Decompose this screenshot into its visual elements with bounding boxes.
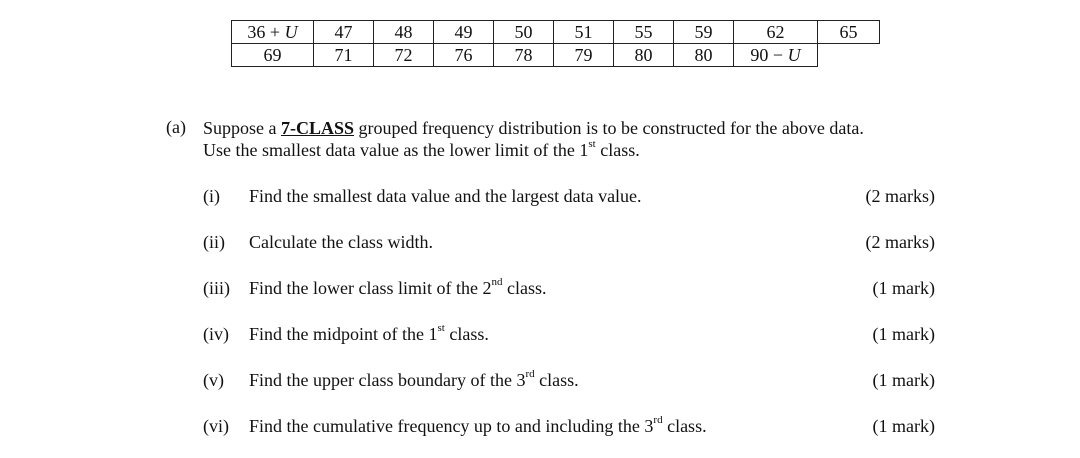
data-table	[231, 20, 880, 67]
table-row	[232, 21, 880, 44]
subquestion-text: Find the upper class boundary of the 3rd class.	[249, 368, 579, 390]
table-cell: 49	[434, 21, 494, 44]
subquestion-text: Find the smallest data value and the largest data value.	[249, 186, 642, 206]
subquestion-number: (ii)	[203, 232, 225, 252]
subquestion-marks: (1 mark)	[872, 370, 935, 390]
table-cell: 47	[314, 21, 374, 44]
table-cell: 90 − U	[734, 44, 818, 67]
subquestion-text: Find the lower class limit of the 2nd class.	[249, 276, 547, 298]
table-cell: 76	[434, 44, 494, 67]
table-cell: 65	[818, 21, 880, 44]
subquestion-text: Find the cumulative frequency up to and including the 3rd class.	[249, 414, 707, 436]
table-cell: 80	[614, 44, 674, 67]
subquestion-number: (v)	[203, 370, 224, 390]
subquestion-ii	[203, 230, 935, 254]
subquestion-text: Find the midpoint of the 1st class.	[249, 322, 489, 344]
subquestion-i	[203, 184, 935, 208]
subquestion-number: (iii)	[203, 278, 230, 298]
table-cell: 71	[314, 44, 374, 67]
subquestion-marks: (2 marks)	[865, 186, 935, 206]
table-cell: 59	[674, 21, 734, 44]
table-cell: 50	[494, 21, 554, 44]
subquestion-marks: (1 mark)	[872, 416, 935, 436]
question-a-text	[203, 117, 963, 161]
table-cell: 36 + U	[232, 21, 314, 44]
question-a-line-1: Suppose a 7-CLASS grouped frequency distribution is to be constructed for the above data.	[203, 118, 864, 138]
subquestion-number: (i)	[203, 186, 220, 206]
question-a-label: (a)	[166, 117, 186, 137]
question-a-line-2: Use the smallest data value as the lower limit of the 1st class.	[203, 138, 640, 160]
subquestion-marks: (2 marks)	[865, 232, 935, 252]
table-cell: 62	[734, 21, 818, 44]
subquestion-marks: (1 mark)	[872, 324, 935, 344]
table-cell: 51	[554, 21, 614, 44]
table-row	[232, 44, 880, 67]
subquestion-text: Calculate the class width.	[249, 232, 433, 252]
table-cell: 69	[232, 44, 314, 67]
table-cell: 78	[494, 44, 554, 67]
subquestion-number: (vi)	[203, 416, 229, 436]
subquestion-vi	[203, 414, 935, 438]
table-cell-empty	[818, 44, 880, 67]
table-cell: 72	[374, 44, 434, 67]
table-cell: 80	[674, 44, 734, 67]
subquestion-number: (iv)	[203, 324, 229, 344]
subquestion-v	[203, 368, 935, 392]
table-cell: 79	[554, 44, 614, 67]
table-cell: 55	[614, 21, 674, 44]
table-cell: 48	[374, 21, 434, 44]
subquestion-iv	[203, 322, 935, 346]
emphasis-7-class: 7-CLASS	[281, 118, 355, 138]
subquestion-iii	[203, 276, 935, 300]
subquestion-marks: (1 mark)	[872, 278, 935, 298]
